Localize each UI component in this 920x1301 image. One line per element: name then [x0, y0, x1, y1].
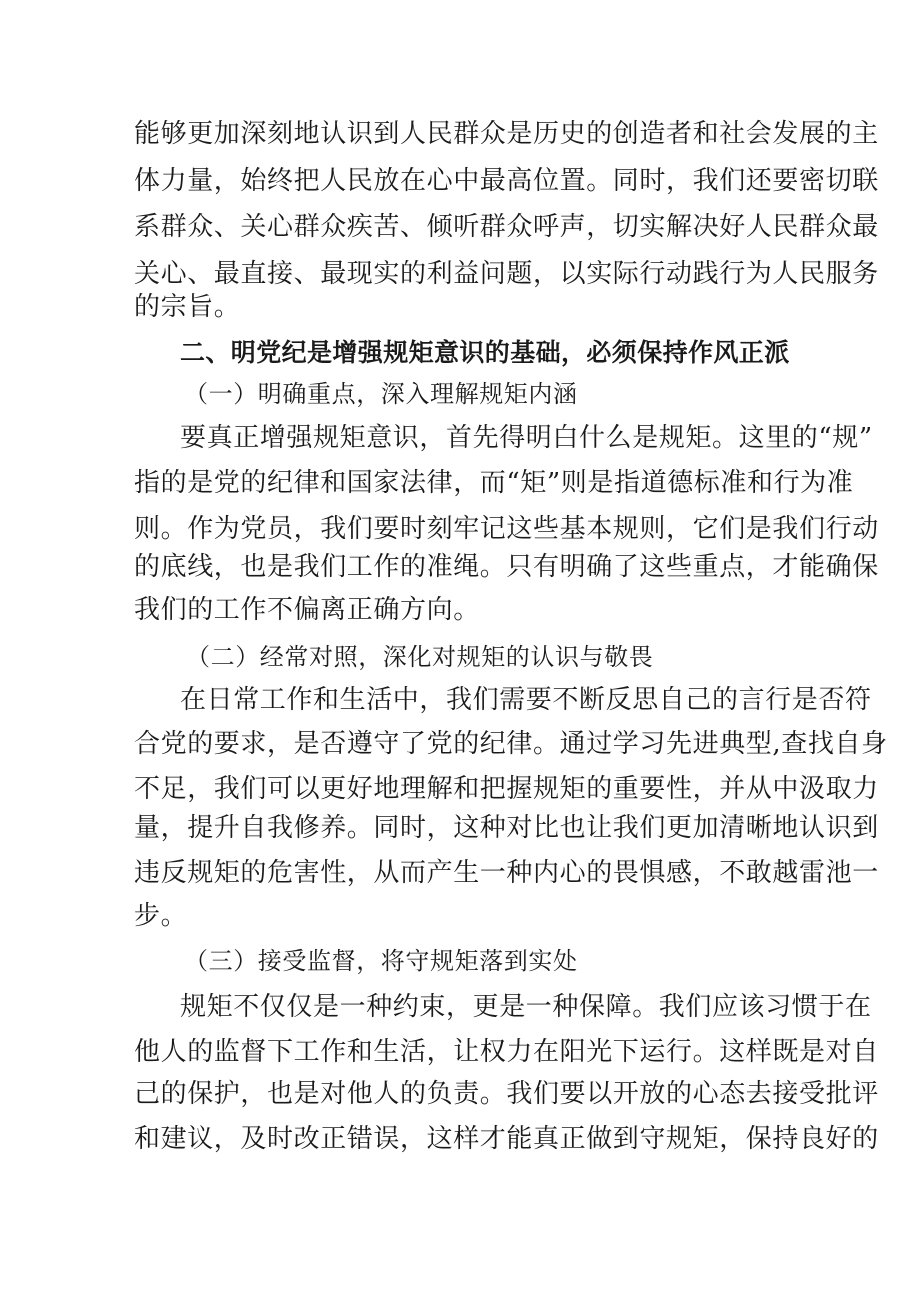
sub1-line-5: 我们的工作不偏离正确方向。 [134, 595, 480, 625]
sub3-line-3: 己的保护，也是对他人的负责。我们要以开放的心态去接受批评 [134, 1079, 879, 1109]
sub2-line-4: 量，提升自我修养。同时，这种对比也让我们更加清晰地认识到 [134, 813, 879, 843]
sub2-line-2: 合党的要求，是否遵守了党的纪律。通过学习先进典型,查找自身 [134, 729, 888, 759]
sub1-line-1: 要真正增强规矩意识，首先得明白什么是规矩。这里的“规” [180, 423, 873, 453]
sub3-line-4: 和建议，及时改正错误，这样才能真正做到守规矩，保持良好的 [134, 1124, 879, 1154]
intro-line-4: 关心、最直接、最现实的利益问题，以实际行动践行为人民服务 [134, 259, 879, 289]
sub2-line-1: 在日常工作和生活中，我们需要不断反思自己的言行是否符 [180, 685, 872, 715]
sub1-line-4: 的底线，也是我们工作的准绳。只有明确了这些重点，才能确保 [134, 552, 879, 582]
sub3-line-1: 规矩不仅仅是一种约束，更是一种保障。我们应该习惯于在 [180, 992, 872, 1022]
sub2-line-3: 不足，我们可以更好地理解和把握规矩的重要性，并从中汲取力 [134, 774, 879, 804]
sub1-line-3: 则。作为党员，我们要时刻牢记这些基本规则，它们是我们行动 [134, 514, 879, 544]
sub2-line-6: 步。 [134, 901, 188, 931]
sub1-line-2: 指的是党的纪律和国家法律，而“矩”则是指道德标准和行为准 [134, 468, 854, 498]
intro-line-5: 的宗旨。 [134, 292, 241, 322]
subsection-1-title: （一）明确重点，深入理解规矩内涵 [184, 380, 578, 408]
intro-line-1: 能够更加深刻地认识到人民群众是历史的创造者和社会发展的主 [134, 119, 879, 149]
section-heading: 二、明党纪是增强规矩意识的基础，必须保持作风正派 [180, 338, 790, 367]
intro-line-2: 体力量，始终把人民放在心中最高位置。同时，我们还要密切联 [134, 166, 879, 196]
sub3-line-2: 他人的监督下工作和生活，让权力在阳光下运行。这样既是对自 [134, 1037, 879, 1067]
sub2-line-5: 违反规矩的危害性，从而产生一种内心的畏惧感，不敢越雷池一 [134, 858, 879, 888]
subsection-2-title: （二）经常对照，深化对规矩的认识与敬畏 [186, 643, 654, 671]
intro-line-3: 系群众、关心群众疾苦、倾听群众呼声，切实解决好人民群众最 [134, 212, 879, 242]
subsection-3-title: （三）接受监督，将守规矩落到实处 [184, 947, 578, 975]
